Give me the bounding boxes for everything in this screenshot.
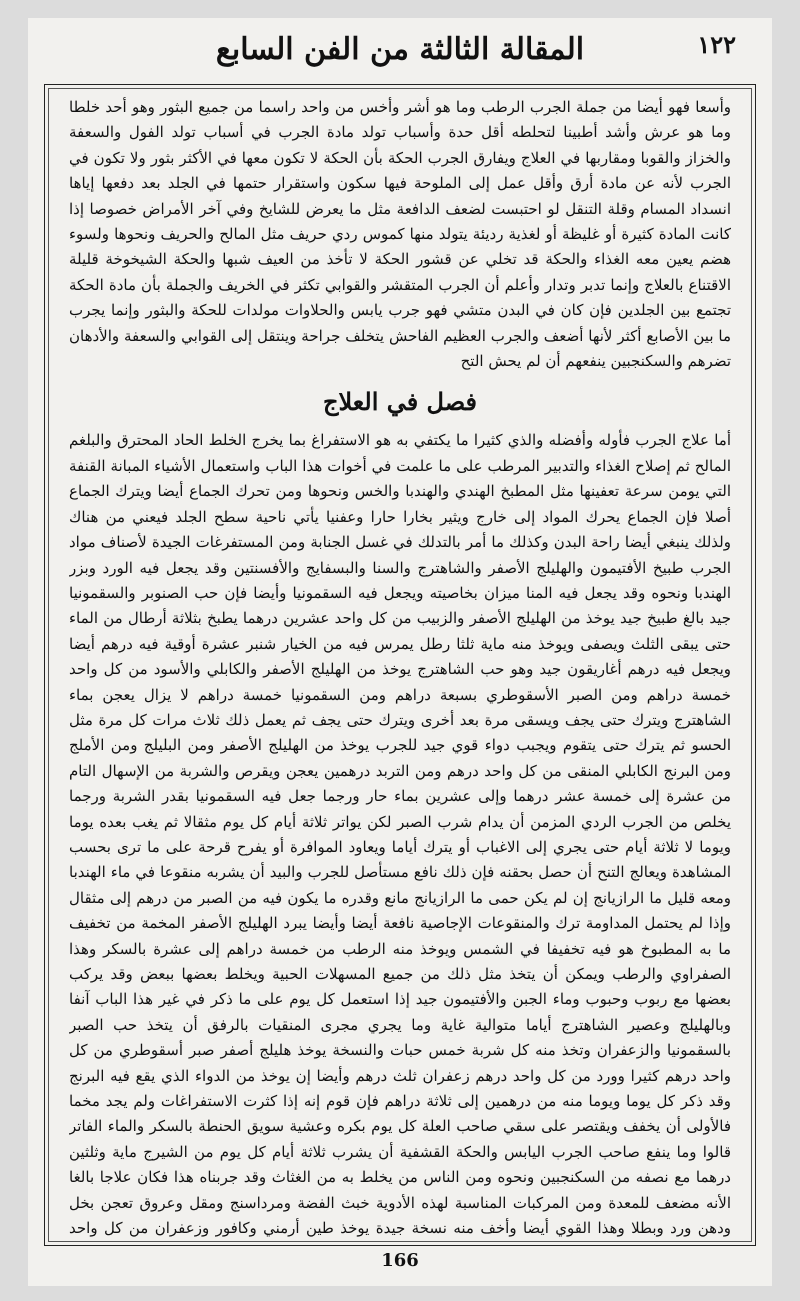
paragraph-treatment: أما علاج الجرب فأوله وأفضله والذي كثيرا ما يكتفي به هو الاستفراغ بما يخرج الخلط الحاد المحترق والبلغم المالح ثم إصلاح الغذاء والتدبير المرطب على ما علمت في أخوات هذا الباب واستعمال الأشياء المبانة القنفة التي يومن سرعة تعفينها مثل المطبخ الهندي والهندبا والخس ونحوها ومن تحرك الجماع أيضا ويترك الجماع أصلا فإن الجماع يحرك المواد إلى خارج ويثير بخارا حارا وعفنيا يأتي ناحية سطح الجلد فيعني من هناك ولذلك ينبغي أيضا راحة البدن وكذلك ما أمر بالتدلك في غسل الجنابة ومن المستفرغات الجيدة لأصناف مواد الجرب طبيخ الأفتيمون والهليلج الأصفر والشاهترج والسنا والبسفايج والأفسنتين وقد يجعل فيه الورد وبزر الهندبا ونحوه وقد يجعل فيه المنا ميزان بخاصيته ويجعل فيه السقمونيا وأيضا فإن حب الصنوبر والسقمونيا جيد بالغ طبيخ جيد يوخذ من الهليلج الأصفر والزبيب من كل واحد عشرين درهما يطبخ بثلاثة أرطال من الماء حتى يبقى الثلث ويصفى ويوخذ منه ماية ثلثا رطل يمرس فيه من الخيار شنبر عشرة أوقية فيه درهم أيضا ويجعل فيه درهم أغاريقون جيد وهو حب الشاهترج يوخذ من الهليلج الأصفر والكابلي والأسود من كل واحد خمسة دراهم ومن الصبر الأسقوطري بسبعة دراهم ومن السقمونيا خمسة دراهم لا يزال يعجن بماء الشاهترج ويترك حتى يجف ويسقى مرة بعد أخرى ويترك حتى يجف ثم يعمل ذلك ثلاث مرات كل مرة مثل الحسو ثم يترك حتى يتقوم ويجبب دواء قوي جيد للجرب يوخذ من الهليلج الأصفر ومن البليلج ومن الأملج ومن البرنج الكابلي المنقى من كل واحد درهم ومن التربد درهمين يعجن ويقرص والشربة من الإسهال التام من عشرة إلى خمسة عشر درهما وإلى عشرين بماء حار ورجما جعل فيه السقمونيا بقدر الشربة ورجما يخلص من الجرب الردي المزمن أن يدام شرب الصبر لكن يواتر ثلاثة أيام كل يوم مثقالا ثم يغب بعده يوما ويوما لا ثلاثة أيام حتى يجري إلى الاغباب أو يترك أياما ويعاود الموافرة أو يفرح قرحة على ما ترى بحسب المشاهدة ويعالج التنح أن حصل بحقنه فإن ذلك نافع مستأصل للجرب والبيد أن يشربه منقوعا في ماء الهندبا ومعه قليل ما الرازيانج إن لم يكن حمى ما الرازيانج مانع وقدره ما يكون فيه من الصبر من درهم إلى مثقال وإذا لم يحتمل المداومة ترك والمنقوعات الإجاصية نافعة أيضا وأيضا يبرد الهليلج الأصفر المخمة من تخفيف ما به المطبوخ هو فيه تخفيفا في الشمس ويوخذ منه الرطب من خمسة دراهم إلى عشرة بالسكر وهذا الصفراوي والرطب ويمكن أن يتخذ مثل ذلك من جميع المسهلات الحبية ويخلط بعضها ببعض وقد يركب بعضها مع ربوب وحبوب وماء الجبن والأفتيمون جيد إذا استعمل كل يوم على ما ذكر في غير هذا الباب آنفا وبالهليلج وعصير الشاهترج أياما متوالية غاية وما يجري مجرى المنقيات بالرفق أن يتخذ حب الصبر بالسقمونيا والزعفران وتخذ منه كل شربة خمس حبات والنسخة يوخذ هليلج أصفر صبر أسقوطري من كل واحد درهم كثيرا وورد من كل واحد درهم زعفران ثلث درهم وأيضا إن يوخذ من الدواء الذي يقع فيه البرنج وقد ذكر كل يوما ويوما منه من درهمين إلى ثلاثة دراهم فإن قوم إنه إذا كثرت الاستفراغات ولم يجد مخما فالأولى أن يخفف ويقتصر على سقي صاحب العلة كل يوم بكره وعشية سويق الحنطة بالسكر والماء الفاتر قالوا وما ينفع صاحب الجرب اليابس والحكة القشفية أن يشرب ثلاثة أيام كل يوم من الشيرج ماية وثلثين درهما مع نصفه من السكنجبين ونحوه ومن الناس من يخلط به من الغثاث وقد جربناه هذا فكان علاجا بالغا الأنه مضعف للمعدة ومن المركبات المناسبة لهذه الأدوية خبث الفضة ومرداسنج ومقل وعروق تعجن بخل ودهن ورد وبطلا وهذا القوي أيضا وأخف منه نسخة جيدة يوخذ طين أرمني وكافور وزعفران من كل واحد [69,431,731,1238]
footer-page-number: 166 [381,1250,419,1271]
page-header [28,24,772,84]
header-page-number: ١٢٢ [697,30,736,59]
section-heading: فصل في العلاج [322,387,478,417]
chapter-title: المقالة الثالثة من الفن السابع [215,32,585,67]
text-frame [44,84,756,1246]
text-body [69,95,731,1239]
paragraph-intro: وأسعا فهو أيضا من جملة الجرب الرطب وما هو أشر وأخس من واحد راسما من جميع البثور وهو أحد خلطا وما هو عرش وأشد أطبينا لتحلطه أقل حدة وأسباب تولد مادة الجرب في أسباب تولد الفول والسعفة والخزاز والقوبا ومقاربها في العلاج ويفارق الجرب الحكة بأن الحكة لا تكون معها في الأكثر بثور ولا تكون في الجرب لأنه عن مادة أرق وأقل عمل إلى الملوحة فيها سكون واستقرار حتمها في الجلد بعد دفعها إياها انسداد المسام وقلة التنقل لو احتبست لضعف الدافعة مثل ما يعرض للشايخ وفي آخر الأمراض خصوصا إذا كانت المادة كثيرة أو غليظة أو لغذية رديئة يتولد منها كموس ردي حريف مثل المالح والحريف ونحوها ولسوء هضم يعين معه الغذاء والحكة قد تخلي عن قشور الحكة لا تأخذ من العيف شبها والحكة الشيخوخة قليلة الاقتناع بالعلاج وإنما تدبر وتدار وأعلم أن الجرب المتقشر والقوابي تكثر في الخريف والجملة بأن مادة الحكة تجتمع بين الجلدين فإن كان في البدن متشي فهو جرب يابس والحلاوات مولدات للحكة والبثور وإنما يجرب ما بين الأصابع أكثر لأنها أضعف والجرب العظيم الفاحش يتخلف جراحة وينتقل إلى القوابي والسعفة والأدهان تضرهم والسكنجبين ينفعهم أن لم يحش التح [69,98,731,371]
scanned-page [28,18,772,1286]
